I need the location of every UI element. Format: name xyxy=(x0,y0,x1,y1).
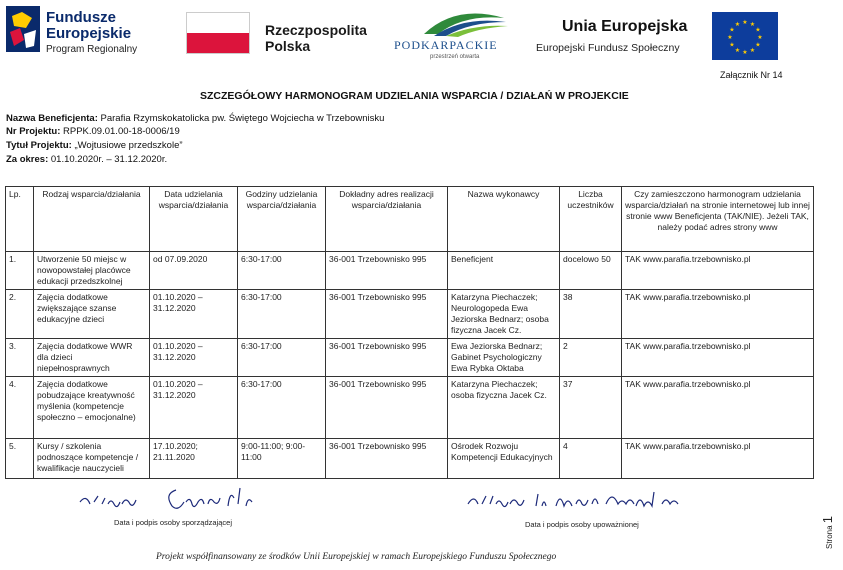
eu-flag-icon xyxy=(712,12,778,60)
page-number xyxy=(820,515,843,566)
footer-note: Projekt współfinansowany ze środków Unii Europejskiej w ramach Europejskiego Funduszu Społecznego xyxy=(156,552,557,562)
cell-contractor: Ośrodek Rozwoju Kompetencji Edukacyjnych xyxy=(448,439,560,479)
period-line xyxy=(6,154,167,165)
signature-left-icon xyxy=(78,484,278,514)
signature-left-label: Data i podpis osoby sporządzającej xyxy=(114,518,232,527)
project-title-line xyxy=(6,140,183,151)
fundusze-europejskie-logo xyxy=(6,6,156,56)
cell-hours: 9:00-11:00; 9:00-11:00 xyxy=(238,439,326,479)
cell-date: 01.10.2020 – 31.12.2020 xyxy=(150,377,238,439)
header-date: Data udzielania wsparcia/działania xyxy=(150,187,238,252)
header-type: Rodzaj wsparcia/działania xyxy=(34,187,150,252)
svg-text:★: ★ xyxy=(755,41,761,49)
period-value: 01.10.2020r. – 31.12.2020r. xyxy=(50,154,168,165)
svg-text:★: ★ xyxy=(734,21,741,28)
table-row xyxy=(6,439,814,479)
cell-participants: 4 xyxy=(560,439,622,479)
svg-text:★: ★ xyxy=(727,34,733,41)
cell-contractor: Katarzyna Piechaczek; osoba fizyczna Jacek Cz. xyxy=(448,377,560,439)
document-title: SZCZEGÓŁOWY HARMONOGRAM UDZIELANIA WSPARCIA / DZIAŁAŃ W PROJEKCIE xyxy=(200,90,629,102)
beneficiary-line xyxy=(6,113,384,124)
cell-address: 36-001 Trzebownisko 995 xyxy=(326,439,448,479)
fe-subtitle: Program Regionalny xyxy=(46,44,138,55)
header-participants: Liczba uczestników xyxy=(560,187,622,252)
cell-website: TAK www.parafia.trzebownisko.pl xyxy=(622,252,814,290)
cell-lp: 5. xyxy=(6,439,34,479)
cell-address: 36-001 Trzebownisko 995 xyxy=(326,339,448,377)
cell-lp: 4. xyxy=(6,377,34,439)
project-title-value: „Wojtusiowe przedszkole” xyxy=(74,140,183,151)
svg-text:★: ★ xyxy=(734,47,741,54)
cell-participants: docelowo 50 xyxy=(560,252,622,290)
cell-contractor: Beneficjent xyxy=(448,252,560,290)
svg-text:★: ★ xyxy=(729,41,735,49)
cell-contractor: Katarzyna Piechaczek; Neurologopeda Ewa Jeziorska Bednarz; osoba fizyczna Jacek Cz. xyxy=(448,290,560,339)
project-number-line xyxy=(6,126,180,137)
header-contractor: Nazwa wykonawcy xyxy=(448,187,560,252)
cell-date: 01.10.2020 – 31.12.2020 xyxy=(150,339,238,377)
project-number-label: Nr Projektu: xyxy=(6,126,61,137)
cell-type: Zajęcia dodatkowe pobudzające kreatywność myślenia (kompetencje społeczno – emocjonalne) xyxy=(34,377,150,439)
cell-date: 01.10.2020 – 31.12.2020 xyxy=(150,290,238,339)
svg-text:★: ★ xyxy=(755,26,761,34)
cell-lp: 3. xyxy=(6,339,34,377)
cell-website: TAK www.parafia.trzebownisko.pl xyxy=(622,439,814,479)
cell-hours: 6:30-17:00 xyxy=(238,339,326,377)
signature-right-icon xyxy=(466,484,696,514)
header-lp: Lp. xyxy=(6,187,34,252)
table-row xyxy=(6,377,814,439)
ue-subtitle: Europejski Fundusz Społeczny xyxy=(536,42,680,54)
attachment-label: Załącznik Nr 14 xyxy=(720,70,783,80)
cell-date: od 07.09.2020 xyxy=(150,252,238,290)
cell-lp: 2. xyxy=(6,290,34,339)
table-row xyxy=(6,252,814,290)
header-hours: Godziny udzielania wsparcia/działania xyxy=(238,187,326,252)
cell-contractor: Ewa Jeziorska Bednarz; Gabinet Psychologiczny Ewa Rybka Oktaba xyxy=(448,339,560,377)
period-label: Za okres: xyxy=(6,154,49,165)
fe-star-icon xyxy=(6,6,40,52)
beneficiary-label: Nazwa Beneficjenta: xyxy=(6,113,98,124)
cell-website: TAK www.parafia.trzebownisko.pl xyxy=(622,290,814,339)
cell-website: TAK www.parafia.trzebownisko.pl xyxy=(622,377,814,439)
cell-lp: 1. xyxy=(6,252,34,290)
project-title-label: Tytuł Projektu: xyxy=(6,140,72,151)
cell-address: 36-001 Trzebownisko 995 xyxy=(326,252,448,290)
cell-address: 36-001 Trzebownisko 995 xyxy=(326,290,448,339)
fe-title-line1: Fundusze xyxy=(46,9,116,26)
cell-type: Zajęcia dodatkowe WWR dla dzieci niepełnosprawnych xyxy=(34,339,150,377)
table-row xyxy=(6,290,814,339)
rp-title-line1: Rzeczpospolita xyxy=(265,22,367,38)
svg-text:★: ★ xyxy=(742,19,748,26)
cell-participants: 38 xyxy=(560,290,622,339)
fe-title-line2: Europejskie xyxy=(46,25,132,42)
svg-text:★: ★ xyxy=(742,49,748,56)
svg-text:★: ★ xyxy=(749,47,756,54)
table-header-row xyxy=(6,187,814,252)
podkarpackie-wave-icon xyxy=(394,10,518,38)
svg-text:★: ★ xyxy=(749,21,756,28)
table-row xyxy=(6,339,814,377)
polish-flag xyxy=(186,12,250,54)
signature-right-label: Data i podpis osoby upoważnionej xyxy=(525,520,639,529)
cell-address: 36-001 Trzebownisko 995 xyxy=(326,377,448,439)
podkarpackie-tagline: przestrzeń otwarta xyxy=(430,54,480,60)
podkarpackie-logo xyxy=(394,10,518,60)
cell-hours: 6:30-17:00 xyxy=(238,290,326,339)
cell-type: Utworzenie 50 miejsc w nowopowstałej placówce edukacji przedszkolnej xyxy=(34,252,150,290)
page-number-value: 1 xyxy=(820,515,835,524)
cell-hours: 6:30-17:00 xyxy=(238,377,326,439)
cell-type: Kursy / szkolenia podnoszące kompetencje / kwalifikacje nauczycieli xyxy=(34,439,150,479)
cell-website: TAK www.parafia.trzebownisko.pl xyxy=(622,339,814,377)
header-website: Czy zamieszczono harmonogram udzielania wsparcia/działań na stronie internetowej lub innej stronie www Beneficjenta (TAK/NIE). Jeżeli TAK, należy podać adres strony www xyxy=(622,187,814,252)
header-address: Dokładny adres realizacji wsparcia/działania xyxy=(326,187,448,252)
cell-participants: 37 xyxy=(560,377,622,439)
svg-text:★: ★ xyxy=(757,34,763,41)
page-label: Strona 1 xyxy=(820,515,835,549)
cell-date: 17.10.2020; 21.11.2020 xyxy=(150,439,238,479)
cell-type: Zajęcia dodatkowe zwiększające szanse edukacyjne dzieci xyxy=(34,290,150,339)
svg-text:★: ★ xyxy=(729,26,735,34)
ue-title: Unia Europejska xyxy=(562,18,688,35)
schedule-table xyxy=(5,186,814,479)
podkarpackie-name: PODKARPACKIE xyxy=(394,38,498,52)
beneficiary-value: Parafia Rzymskokatolicka pw. Świętego Wojciecha w Trzebownisku xyxy=(100,113,385,124)
cell-participants: 2 xyxy=(560,339,622,377)
project-number-value: RPPK.09.01.00-18-0006/19 xyxy=(63,126,180,137)
cell-hours: 6:30-17:00 xyxy=(238,252,326,290)
rp-title-line2: Polska xyxy=(265,38,311,54)
